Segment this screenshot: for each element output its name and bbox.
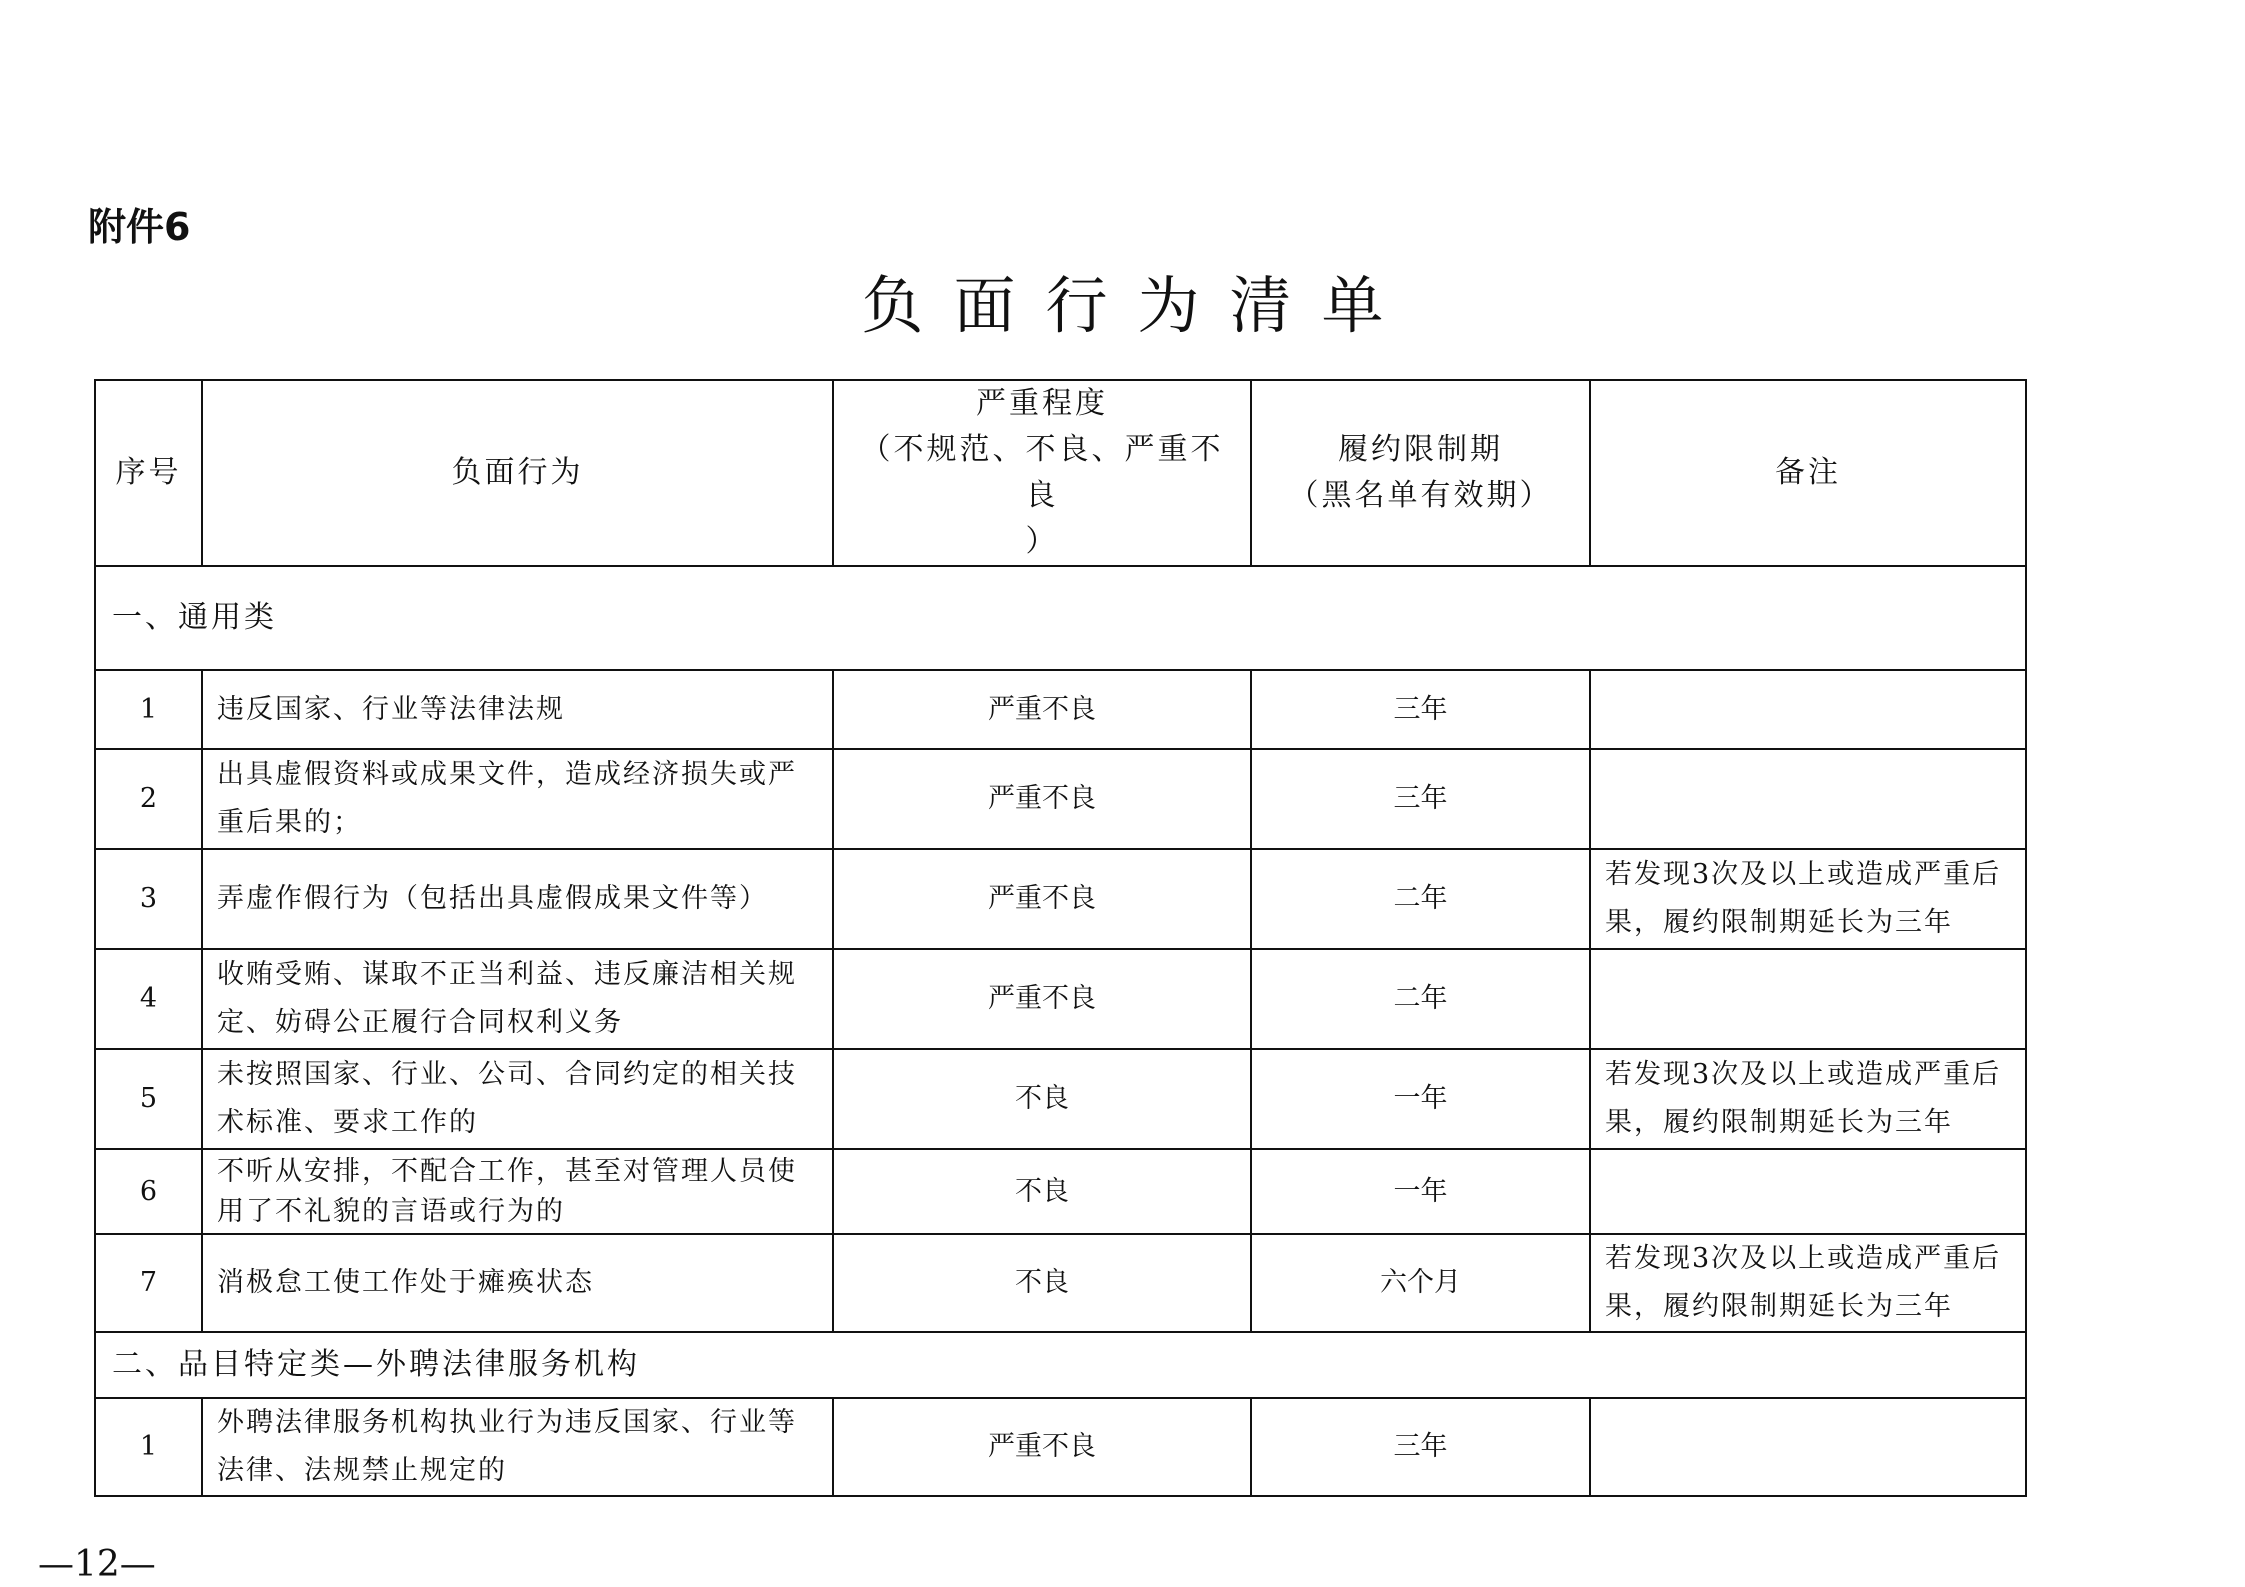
cell-severity: 不良 [833,1049,1251,1149]
header-severity: 严重程度 （不规范、不良、严重不良 ） [833,380,1251,566]
cell-period: 三年 [1251,749,1590,849]
cell-note [1590,949,2026,1049]
cell-behavior: 消极怠工使工作处于瘫痪状态 [202,1234,833,1332]
cell-period: 二年 [1251,849,1590,949]
header-note: 备注 [1590,380,2026,566]
cell-no: 1 [95,670,202,749]
header-behavior: 负面行为 [202,380,833,566]
cell-behavior: 出具虚假资料或成果文件，造成经济损失或严重后果的； [202,749,833,849]
table-row [95,1049,2026,1149]
table-row [95,1234,2026,1332]
attachment-label: 附件6 [88,205,191,249]
section-title-general: 一、通用类 [95,566,2026,670]
cell-note: 若发现3次及以上或造成严重后果，履约限制期延长为三年 [1590,849,2026,949]
cell-behavior: 外聘法律服务机构执业行为违反国家、行业等法律、法规禁止规定的 [202,1398,833,1496]
cell-period: 二年 [1251,949,1590,1049]
table-row [95,1149,2026,1234]
cell-behavior: 违反国家、行业等法律法规 [202,670,833,749]
cell-behavior: 弄虚作假行为（包括出具虚假成果文件等） [202,849,833,949]
cell-no: 3 [95,849,202,949]
cell-severity: 不良 [833,1149,1251,1234]
cell-behavior: 未按照国家、行业、公司、合同约定的相关技术标准、要求工作的 [202,1049,833,1149]
page-number: —12— [38,1544,156,1585]
cell-no: 1 [95,1398,202,1496]
cell-severity: 严重不良 [833,949,1251,1049]
cell-behavior: 收贿受贿、谋取不正当利益、违反廉洁相关规定、妨碍公正履行合同权利义务 [202,949,833,1049]
cell-no: 2 [95,749,202,849]
cell-note [1590,670,2026,749]
table-row [95,749,2026,849]
cell-note: 若发现3次及以上或造成严重后果，履约限制期延长为三年 [1590,1049,2026,1149]
document-title: 负面行为清单 [861,269,1414,342]
cell-no: 5 [95,1049,202,1149]
cell-period: 一年 [1251,1149,1590,1234]
table-row [95,1398,2026,1496]
cell-note: 若发现3次及以上或造成严重后果，履约限制期延长为三年 [1590,1234,2026,1332]
cell-severity: 严重不良 [833,1398,1251,1496]
cell-no: 6 [95,1149,202,1234]
cell-severity: 严重不良 [833,849,1251,949]
table-row [95,849,2026,949]
section-row [95,1332,2026,1398]
cell-behavior: 不听从安排，不配合工作，甚至对管理人员使用了不礼貌的言语或行为的 [202,1149,833,1234]
cell-period: 三年 [1251,1398,1590,1496]
cell-no: 7 [95,1234,202,1332]
cell-severity: 严重不良 [833,670,1251,749]
section-title-legal-service: 二、品目特定类—外聘法律服务机构 [95,1332,2026,1398]
cell-no: 4 [95,949,202,1049]
header-row [95,380,2026,566]
cell-period: 一年 [1251,1049,1590,1149]
cell-note [1590,1149,2026,1234]
header-no: 序号 [95,380,202,566]
table-row [95,949,2026,1049]
cell-period: 三年 [1251,670,1590,749]
cell-severity: 不良 [833,1234,1251,1332]
negative-behavior-table [94,379,2027,1497]
cell-period: 六个月 [1251,1234,1590,1332]
header-period: 履约限制期 （黑名单有效期） [1251,380,1590,566]
cell-severity: 严重不良 [833,749,1251,849]
table-row [95,670,2026,749]
section-row [95,566,2026,670]
cell-note [1590,1398,2026,1496]
cell-note [1590,749,2026,849]
